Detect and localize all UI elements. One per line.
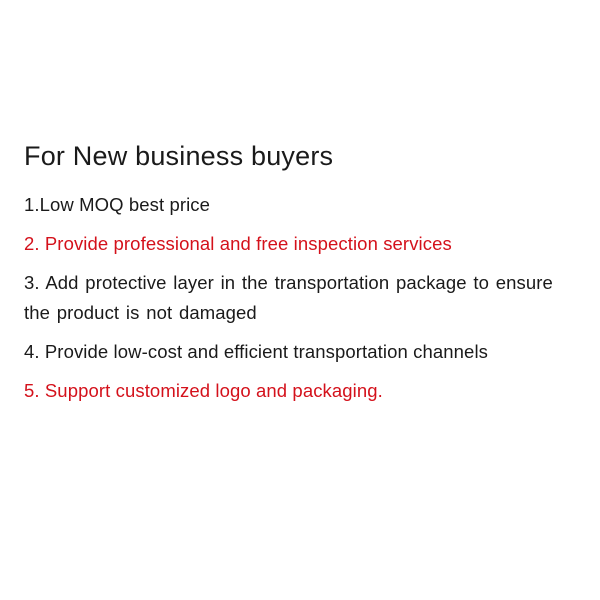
page-title: For New business buyers [24,141,334,171]
text-block [24,140,580,415]
list-item: 1.Low MOQ best price [24,194,211,216]
list-item: 5. Support customized logo and packaging. [24,380,383,402]
list-item: 4. Provide low-cost and efficient transportation channels [24,341,489,363]
list-item: 2. Provide professional and free inspection services [24,233,452,255]
list-item: 3. Add protective layer in the transportation package to ensure the product is not damaged [24,272,560,324]
